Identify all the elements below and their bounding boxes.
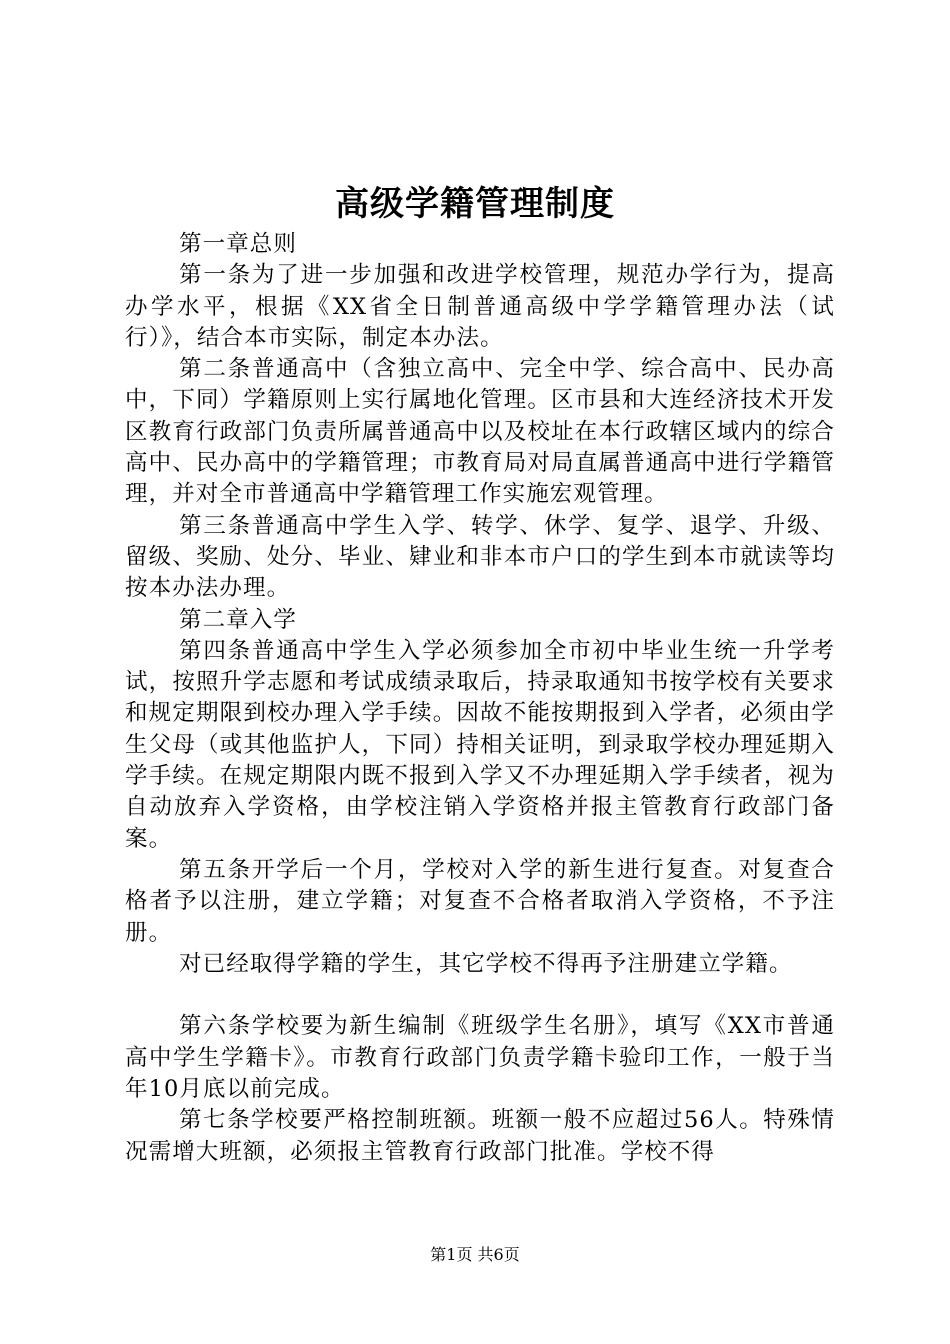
article-paragraph: 第三条普通高中学生入学、转学、休学、复学、退学、升级、留级、奖励、处分、毕业、肄业和非本市户口的学生到本市就读等均按本办法办理。 (125, 512, 835, 602)
article-paragraph: 第四条普通高中学生入学必须参加全市初中毕业生统一升学考试，按照升学志愿和考试成绩录取后，持录取通知书按学校有关要求和规定期限到校办理入学手续。因故不能按期报到入学者，必须由学生父母（或其他监护人，下同）持相关证明，到录取学校办理延期入学手续。在规定期限内既不报到入学又不办理延期入学手续者，视为自动放弃入学资格，由学校注销入学资格并报主管教育行政部门备案。 (125, 637, 835, 852)
chapter-heading: 第二章入学 (179, 606, 298, 633)
article-paragraph: 对已经取得学籍的学生，其它学校不得再予注册建立学籍。 (179, 950, 793, 977)
paragraph-spacer (125, 980, 835, 1011)
chapter-heading: 第一章总则 (179, 231, 298, 257)
document-body (125, 229, 835, 1168)
article-paragraph: 第二条普通高中（含独立高中、完全中学、综合高中、民办高中，下同）学籍原则上实行属地化管理。区市县和大连经济技术开发区教育行政部门负责所属普通高中以及校址在本行政辖区域内的综合高中、民办高中的学籍管理；市教育局对局直属普通高中进行学籍管理，并对全市普通高中学籍管理工作实施宏观管理。 (125, 356, 835, 508)
page-footer: 第1页 共6页 (430, 1245, 520, 1264)
article-paragraph: 第六条学校要为新生编制《班级学生名册》，填写《XX市普通高中学生学籍卡》。市教育行政部门负责学籍卡验印工作，一般于当年10月底以前完成。 (125, 1013, 835, 1103)
article-paragraph: 第五条开学后一个月，学校对入学的新生进行复查。对复查合格者予以注册，建立学籍；对复查不合格者取消入学资格，不予注册。 (125, 856, 835, 946)
article-paragraph: 第七条学校要严格控制班额。班额一般不应超过56人。特殊情况需增大班额，必须报主管教育行政部门批准。学校不得 (125, 1107, 835, 1165)
document-title: 高级学籍管理制度 (335, 184, 615, 224)
article-paragraph: 第一条为了进一步加强和改进学校管理，规范办学行为，提高办学水平，根据《XX省全日制普通高级中学学籍管理办法（试行）》，结合本市实际，制定本办法。 (125, 262, 835, 351)
